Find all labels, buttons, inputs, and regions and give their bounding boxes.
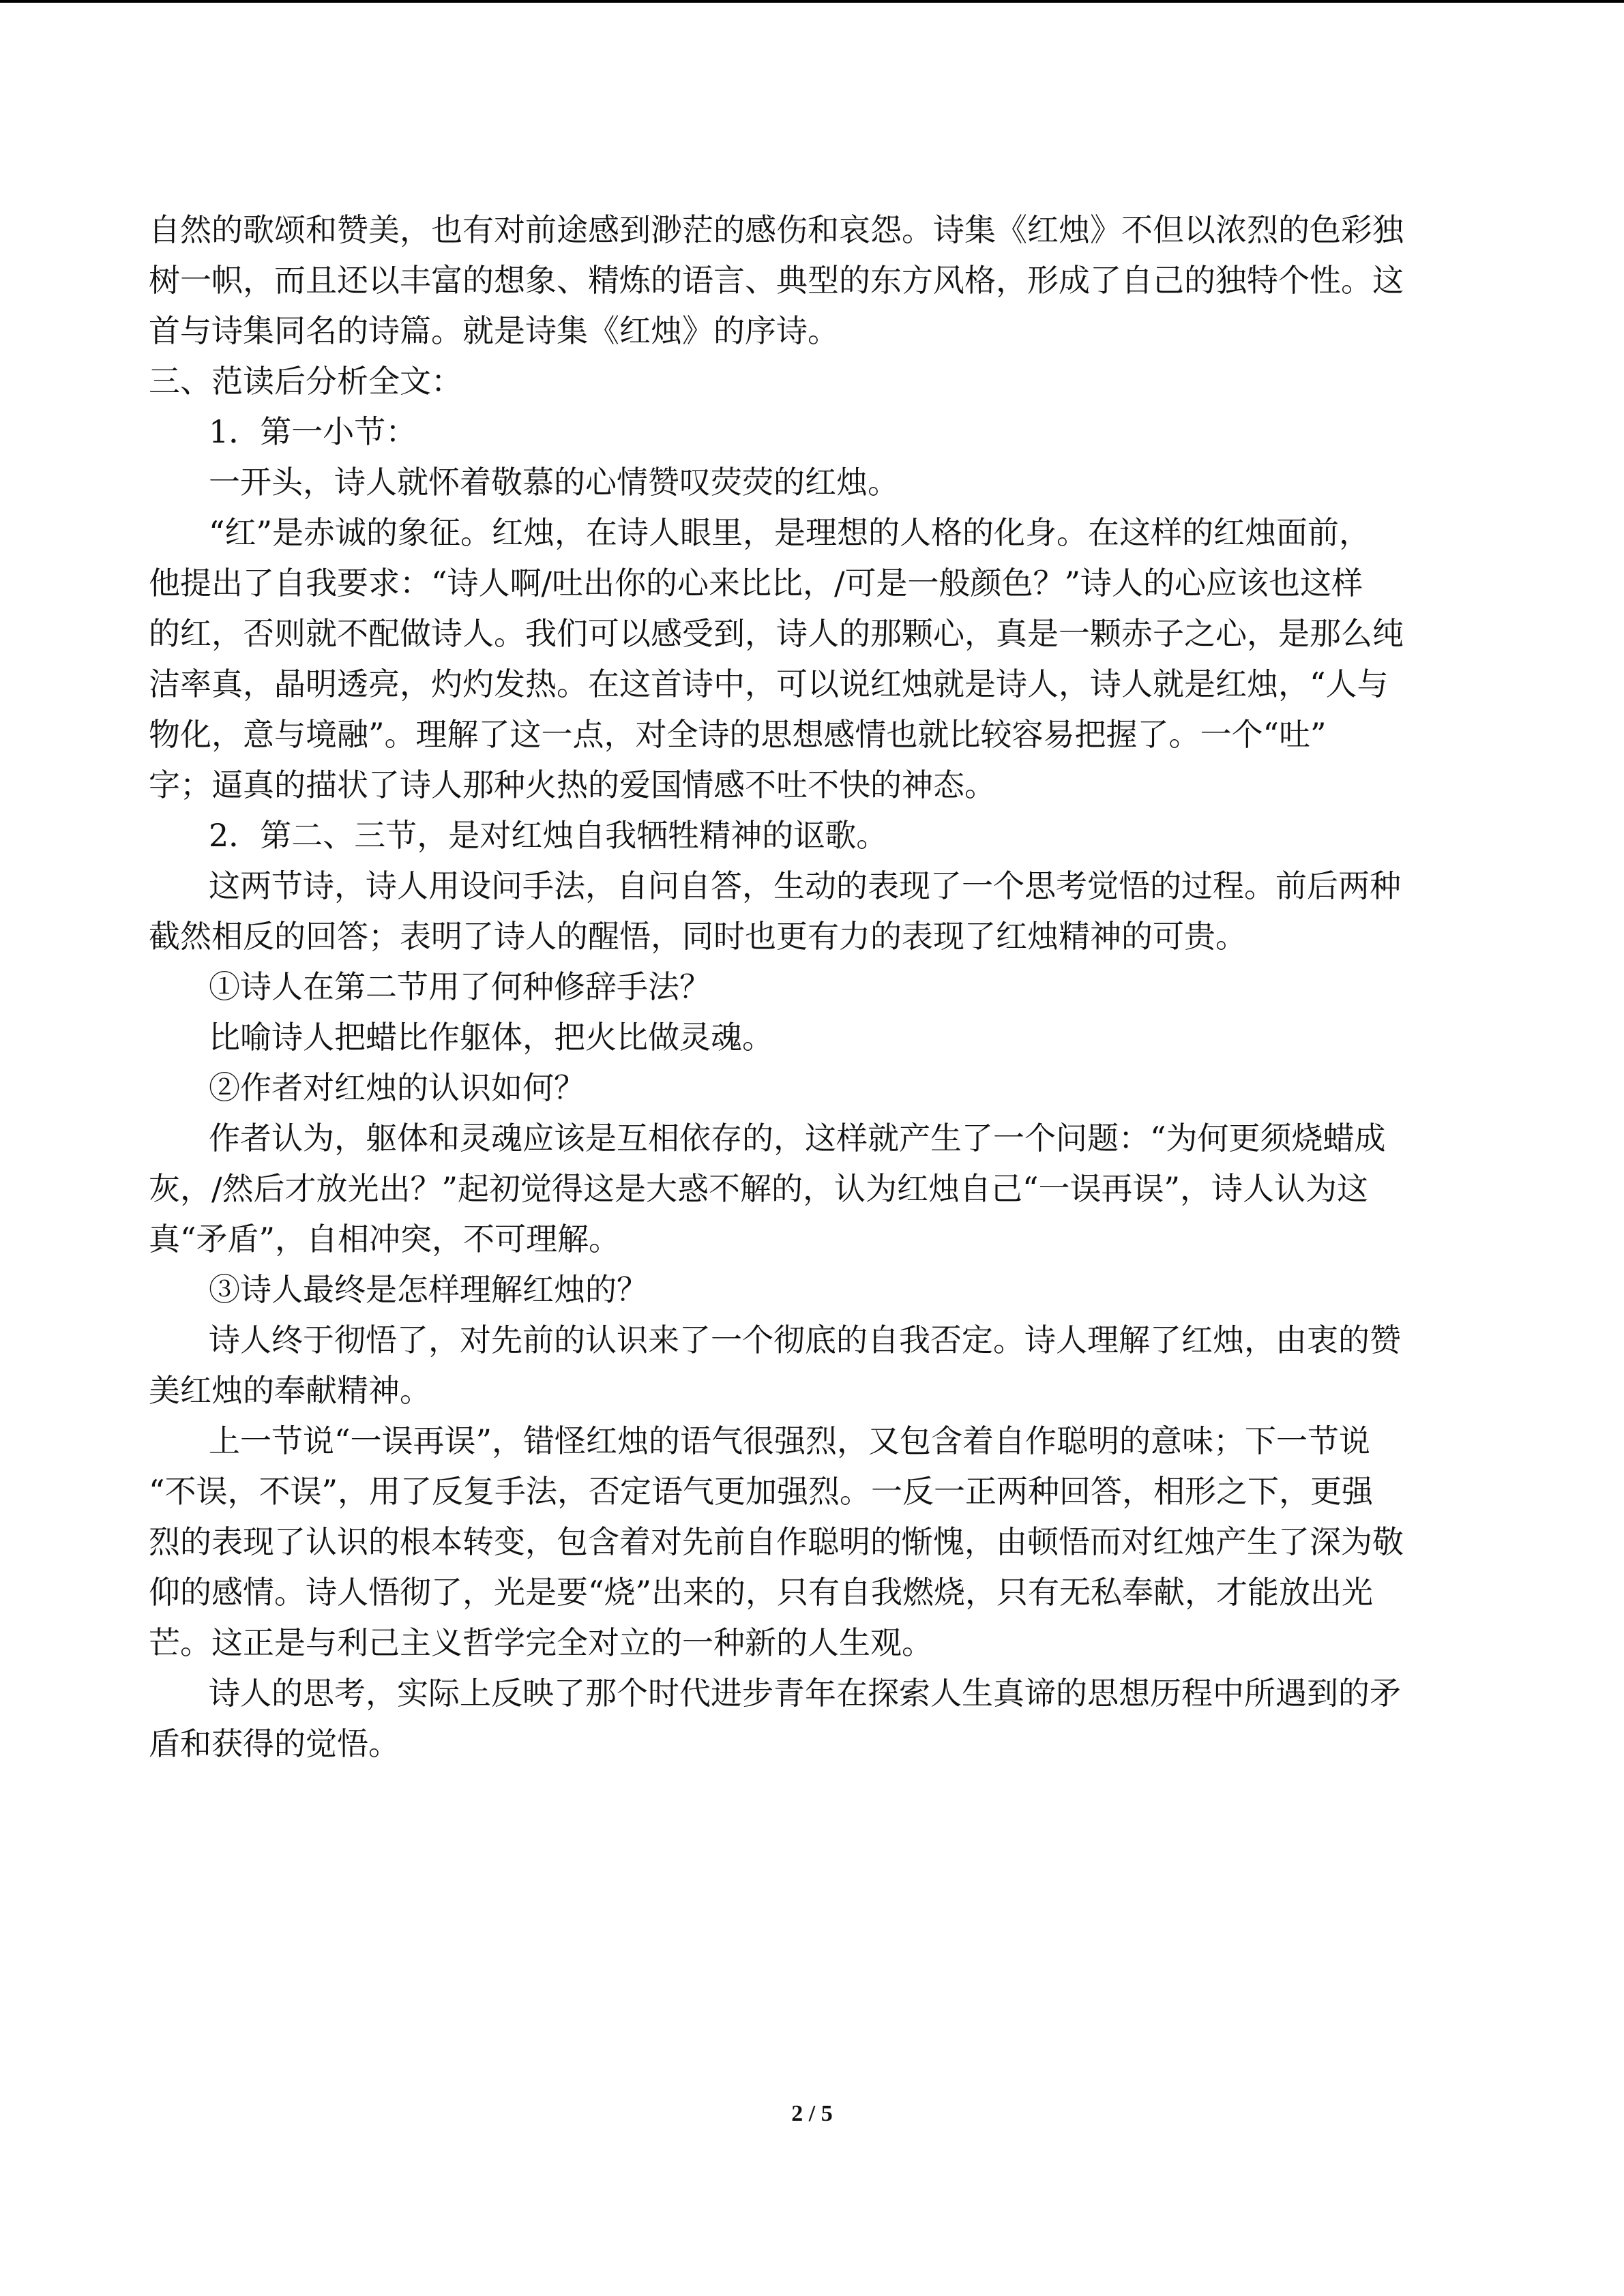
text-line-8: 他提出了自我要求：“诗人啊/吐出你的心来比比，/可是一般颜色？”诗人的心应该也这样: [149, 565, 1363, 601]
text-line-31: 盾和获得的觉悟。: [149, 1725, 400, 1762]
text-line-15: 截然相反的回答；表明了诗人的醒悟，同时也更有力的表现了红烛精神的可贵。: [149, 918, 1247, 955]
text-line-6: 一开头，诗人就怀着敬慕的心情赞叹荧荧的红烛。: [209, 464, 899, 501]
text-line-7: “红”是赤诚的象征。红烛，在诗人眼里，是理想的人格的化身。在这样的红烛面前，: [209, 514, 1371, 551]
text-line-14: 这两节诗，诗人用设问手法，自问自答，生动的表现了一个思考觉悟的过程。前后两种: [209, 867, 1401, 904]
text-line-24: 美红烛的奉献精神。: [149, 1372, 431, 1409]
text-line-25: 上一节说“一误再误”，错怪红烛的语气很强烈，又包含着自作聪明的意味；下一节说: [209, 1422, 1371, 1459]
text-line-30: 诗人的思考，实际上反映了那个时代进步青年在探索人生真谛的思想历程中所遇到的矛: [209, 1675, 1401, 1712]
text-line-2: 树一帜，而且还以丰富的想象、精炼的语言、典型的东方风格，形成了自己的独特个性。这: [149, 262, 1404, 299]
text-line-12: 字；逼真的描状了诗人那种火热的爱国情感不吐不快的神态。: [149, 766, 996, 803]
text-line-23: 诗人终于彻悟了，对先前的认识来了一个彻底的自我否定。诗人理解了红烛，由衷的赞: [209, 1322, 1401, 1358]
text-line-1: 自然的歌颂和赞美，也有对前途感到渺茫的感伤和哀怨。诗集《红烛》不但以浓烈的色彩独: [149, 211, 1404, 248]
text-line-27: 烈的表现了认识的根本转变，包含着对先前自作聪明的惭愧，由顿悟而对红烛产生了深为敬: [149, 1523, 1404, 1560]
section-heading-3: 三、范读后分析全文：: [149, 363, 462, 400]
text-line-10: 洁率真，晶明透亮，灼灼发热。在这首诗中，可以说红烛就是诗人，诗人就是红烛，“人与: [149, 666, 1389, 702]
text-line-19: 作者认为，躯体和灵魂应该是互相依存的，这样就产生了一个问题：“为何更须烧蜡成: [209, 1120, 1386, 1157]
page-top-border: [0, 0, 1624, 3]
text-line-26: “不误，不误”，用了反复手法，否定语气更加强烈。一反一正两种回答，相形之下，更强: [149, 1473, 1374, 1510]
text-line-9: 的红，否则就不配做诗人。我们可以感受到，诗人的那颗心，真是一颗赤子之心，是那么纯: [149, 615, 1404, 652]
document-body: [149, 205, 1476, 1769]
text-line-28: 仰的感情。诗人悟彻了，光是要“烧”出来的，只有自我燃烧，只有无私奉献，才能放出光: [149, 1574, 1374, 1611]
page-number: 2 / 5: [791, 2101, 833, 2126]
text-line-29: 芒。这正是与利己主义哲学完全对立的一种新的人生观。: [149, 1624, 933, 1661]
text-line-11: 物化，意与境融”。理解了这一点，对全诗的思想感情也就比较容易把握了。一个“吐”: [149, 716, 1327, 753]
question-3: ③诗人最终是怎样理解红烛的？: [209, 1271, 648, 1308]
answer-1: 比喻诗人把蜡比作躯体，把火比做灵魂。: [209, 1019, 773, 1056]
text-line-21: 真“矛盾”，自相冲突，不可理解。: [149, 1221, 621, 1257]
subsection-heading-2: 2．第二、三节，是对红烛自我牺牲精神的讴歌。: [209, 817, 888, 854]
question-2: ②作者对红烛的认识如何？: [209, 1069, 585, 1106]
text-line-20: 灰，/然后才放光出？”起初觉得这是大惑不解的，认为红烛自己“一误再误”，诗人认为这: [149, 1170, 1369, 1207]
text-line-3: 首与诗集同名的诗篇。就是诗集《红烛》的序诗。: [149, 312, 839, 349]
question-1: ①诗人在第二节用了何种修辞手法？: [209, 968, 711, 1005]
subsection-heading-1: 1．第一小节：: [209, 413, 417, 450]
